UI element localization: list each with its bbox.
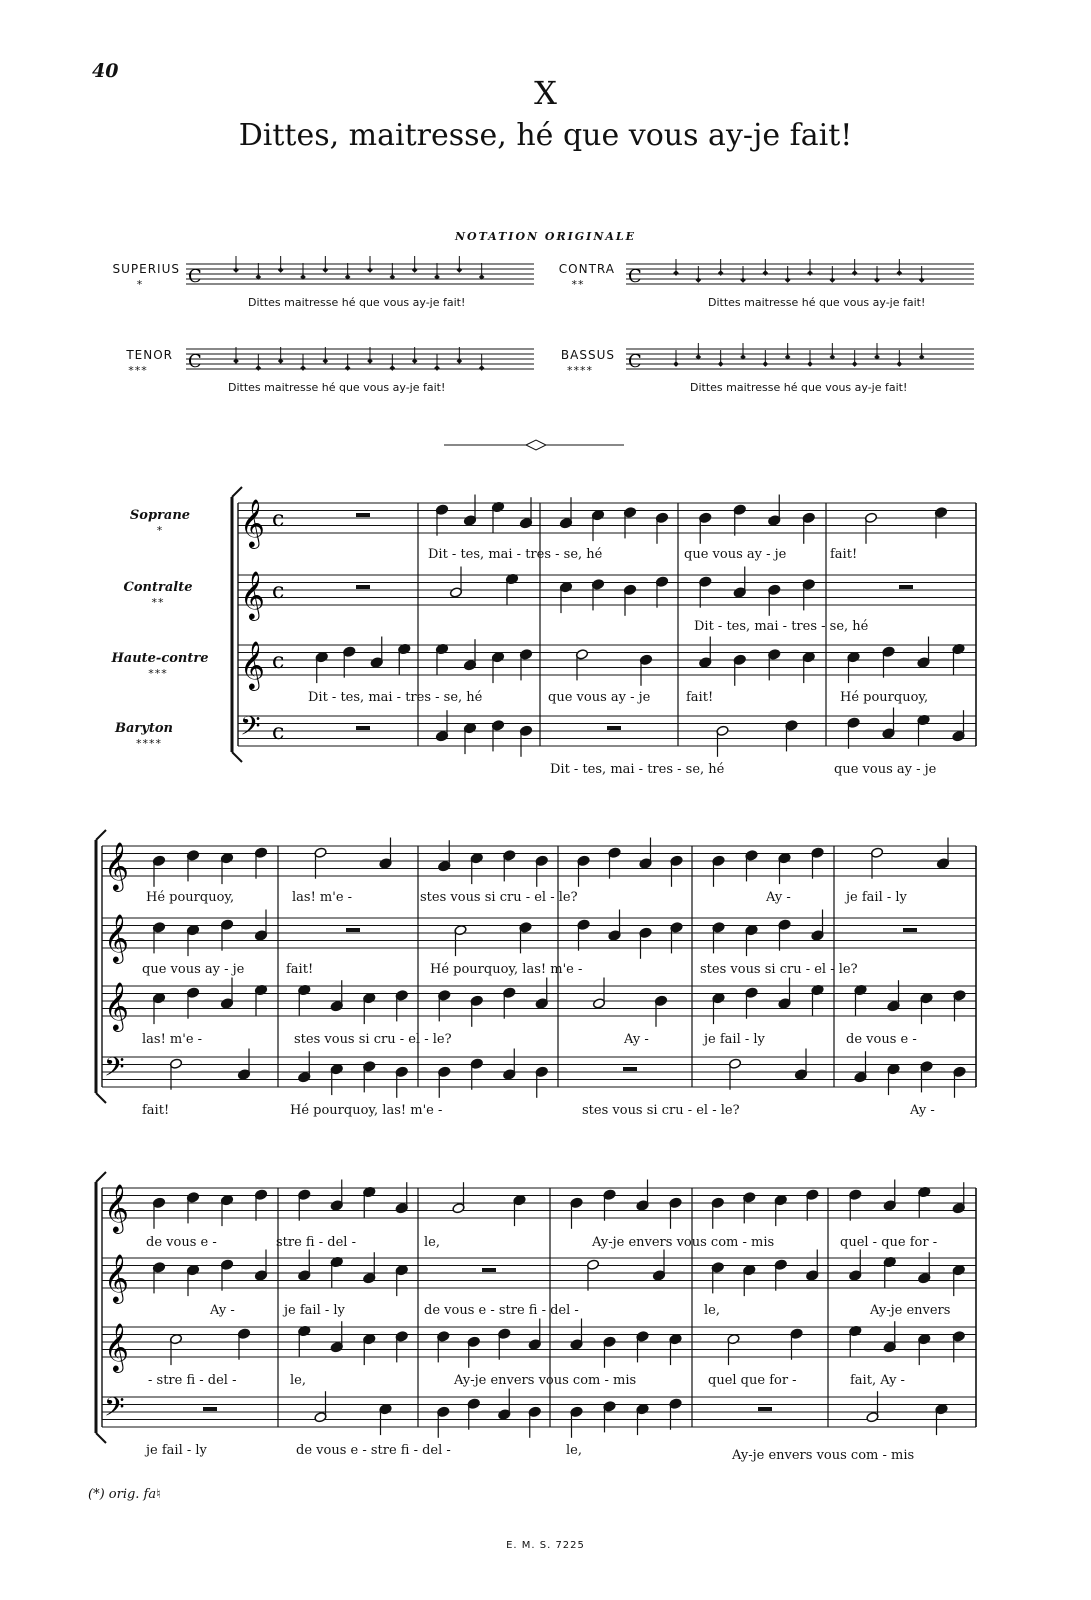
treble-clef-icon: 𝄞 <box>104 841 129 890</box>
lyric-s1-haute-contre-2: que vous ay - je <box>548 690 651 705</box>
rest <box>607 726 621 730</box>
original-voice-bassus-stars: **** <box>567 364 593 377</box>
lyric-s3-baryton-3: le, <box>566 1443 582 1458</box>
lyric-s2-haute-contre-3: Ay - <box>624 1032 649 1047</box>
page-number: 40 <box>92 60 119 82</box>
system-bracket-hook <box>96 1433 106 1443</box>
part-name-baryton: Baryton <box>115 721 173 736</box>
original-voice-contra: CONTRA <box>558 262 615 276</box>
part-stars-haute-contre: *** <box>148 667 168 680</box>
footnote: (*) orig. fa♮ <box>88 1487 161 1502</box>
lyric-s1-baryton-1: Dit - tes, mai - tres - se, hé <box>550 762 725 777</box>
rest <box>203 1407 217 1411</box>
original-staff-contra-clef: C <box>628 266 642 287</box>
original-staff-superius-clef: C <box>188 266 202 287</box>
lyric-s1-soprane-2: que vous ay - je <box>684 547 787 562</box>
lyric-s2-baryton-4: Ay - <box>910 1103 935 1118</box>
lyric-s2-haute-contre-4: je fail - ly <box>704 1032 765 1047</box>
rest <box>903 928 917 932</box>
part-name-haute-contre: Haute-contre <box>111 651 209 666</box>
original-voice-contra-stars: ** <box>571 278 585 291</box>
lyric-s2-soprane-2: las! m'e - <box>292 890 353 905</box>
lyric-s3-baryton-1: je fail - ly <box>146 1443 207 1458</box>
original-voice-superius-stars: * <box>136 278 144 291</box>
lyric-s3-haute-contre-3: Ay-je envers vous com - mis <box>454 1373 637 1388</box>
lyric-s2-contralte-2: fait! <box>286 962 314 977</box>
lyric-s1-soprane-1: Dit - tes, mai - tres - se, hé <box>428 547 603 562</box>
part-stars-soprane: * <box>156 524 164 537</box>
system-bracket-hook <box>232 752 242 762</box>
rest <box>758 1407 772 1411</box>
lyric-s2-baryton-2: Hé pourquoy, las! m'e - <box>290 1103 443 1118</box>
rest <box>356 513 370 517</box>
treble-clef-icon: 𝄞 <box>104 1253 129 1302</box>
original-lyric-bassus: Dittes maitresse hé que vous ay-je fait! <box>690 381 908 394</box>
lyric-s1-haute-contre-4: Hé pourquoy, <box>840 690 929 705</box>
bass-clef-icon: 𝄢 <box>104 1391 125 1429</box>
treble-clef-icon: 𝄞 <box>104 913 129 962</box>
lyric-s2-contralte-4: stes vous si cru - el - le? <box>700 962 858 977</box>
lyric-s2-baryton-1: fait! <box>142 1103 170 1118</box>
treble-clef-icon: 𝄞 <box>240 498 265 547</box>
lyric-s3-haute-contre-5: fait, Ay - <box>850 1373 905 1388</box>
part-name-soprane: Soprane <box>129 508 191 523</box>
treble-clef-icon: 𝄞 <box>240 640 265 689</box>
treble-clef-icon: 𝄞 <box>104 1322 129 1371</box>
lyric-s1-baryton-2: que vous ay - je <box>834 762 937 777</box>
lyric-s2-haute-contre-5: de vous e - <box>846 1032 917 1047</box>
rest <box>356 585 370 589</box>
lyric-s2-soprane-1: Hé pourquoy, <box>146 890 235 905</box>
lyric-s3-haute-contre-2: le, <box>290 1373 306 1388</box>
divider-ornament-icon <box>526 440 546 450</box>
lyric-s1-soprane-3: fait! <box>830 547 858 562</box>
lyric-s2-soprane-3: stes vous si cru - el - le? <box>420 890 578 905</box>
lyric-s2-contralte-1: que vous ay - je <box>142 962 245 977</box>
rest <box>346 928 360 932</box>
original-voice-tenor-stars: *** <box>128 364 148 377</box>
lyric-s3-soprane-2: stre fi - del - <box>276 1235 356 1250</box>
lyric-s3-soprane-1: de vous e - <box>146 1235 217 1250</box>
treble-clef-icon: 𝄞 <box>104 1183 129 1232</box>
plate-number: E. M. S. 7225 <box>506 1540 585 1551</box>
part-stars-contralte: ** <box>151 596 165 609</box>
lyric-s3-contralte-2: je fail - ly <box>284 1303 345 1318</box>
rest <box>623 1067 637 1071</box>
rest <box>482 1268 496 1272</box>
lyric-s3-haute-contre-4: quel que for - <box>708 1373 797 1388</box>
time-signature-c: c <box>272 720 285 745</box>
lyric-s1-haute-contre-1: Dit - tes, mai - tres - se, hé <box>308 690 483 705</box>
lyric-s3-soprane-5: quel - que for - <box>840 1235 938 1250</box>
part-stars-baryton: **** <box>136 737 162 750</box>
lyric-s2-haute-contre-1: las! m'e - <box>142 1032 203 1047</box>
lyric-s3-contralte-4: le, <box>704 1303 720 1318</box>
original-staff-bassus-clef: C <box>628 351 642 372</box>
treble-clef-icon: 𝄞 <box>240 570 265 619</box>
lyric-s3-baryton-2: de vous e - stre fi - del - <box>296 1443 451 1458</box>
original-lyric-superius: Dittes maitresse hé que vous ay-je fait! <box>248 296 466 309</box>
lyric-s3-soprane-3: le, <box>424 1235 440 1250</box>
treble-clef-icon: 𝄞 <box>104 981 129 1030</box>
lyric-s1-haute-contre-3: fait! <box>686 690 714 705</box>
system-bracket-hook <box>96 1172 106 1182</box>
lyric-s3-baryton-4: Ay-je envers vous com - mis <box>732 1448 915 1463</box>
notation-heading: NOTATION ORIGINALE <box>454 230 637 243</box>
original-voice-tenor: TENOR <box>126 348 173 362</box>
piece-title: Dittes, maitresse, hé que vous ay-je fait! <box>238 118 853 153</box>
lyric-s2-baryton-3: stes vous si cru - el - le? <box>582 1103 740 1118</box>
lyric-s3-contralte-5: Ay-je envers <box>870 1303 951 1318</box>
bass-clef-icon: 𝄢 <box>240 710 261 748</box>
lyric-s2-soprane-5: je fail - ly <box>846 890 907 905</box>
lyric-s2-contralte-3: Hé pourquoy, las! m'e - <box>430 962 583 977</box>
piece-number: X <box>534 74 557 112</box>
lyric-s1-contralte-1: Dit - tes, mai - tres - se, hé <box>694 619 869 634</box>
lyric-s3-contralte-3: de vous e - stre fi - del - <box>424 1303 579 1318</box>
rest <box>899 585 913 589</box>
lyric-s3-contralte-1: Ay - <box>210 1303 235 1318</box>
lyric-s2-haute-contre-2: stes vous si cru - el - le? <box>294 1032 452 1047</box>
bass-clef-icon: 𝄢 <box>104 1051 125 1089</box>
lyric-s3-soprane-4: Ay-je envers vous com - mis <box>592 1235 775 1250</box>
original-staff-tenor-clef: C <box>188 351 202 372</box>
original-voice-bassus: BASSUS <box>560 348 615 362</box>
lyric-s2-soprane-4: Ay - <box>766 890 791 905</box>
part-name-contralte: Contralte <box>123 580 193 595</box>
time-signature-c: c <box>272 579 285 604</box>
time-signature-c: c <box>272 507 285 532</box>
rest <box>356 726 370 730</box>
system-bracket-hook <box>232 487 242 497</box>
lyric-s3-haute-contre-1: - stre fi - del - <box>148 1373 237 1388</box>
original-lyric-contra: Dittes maitresse hé que vous ay-je fait! <box>708 296 926 309</box>
system-bracket-hook <box>96 1093 106 1103</box>
time-signature-c: c <box>272 649 285 674</box>
system-bracket-hook <box>96 830 106 840</box>
original-lyric-tenor: Dittes maitresse hé que vous ay-je fait! <box>228 381 446 394</box>
original-voice-superius: SUPERIUS <box>112 262 180 276</box>
